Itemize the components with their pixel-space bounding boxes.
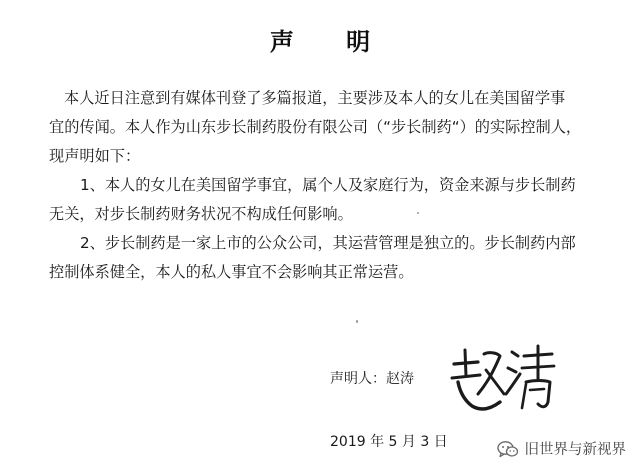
- scan-speck: [417, 212, 419, 214]
- declarant-label: 声明人：赵涛: [330, 371, 414, 387]
- paragraph-1-line-2: 宜的传闻。本人作为山东步长制药股份有限公司（“步长制药“）的实际控制人，: [49, 118, 582, 136]
- scan-speck: [356, 320, 358, 323]
- paragraph-1-line-1: 本人近日注意到有媒体刊登了多篇报道，主要涉及本人的女儿在美国留学事: [64, 89, 566, 107]
- watermark: [493, 436, 631, 461]
- paragraph-1-line-3: 现声明如下：: [49, 147, 141, 165]
- paragraph-3-line-1: 2、步长制药是一家上市的公众公司，其运营管理是独立的。步长制药内部: [80, 234, 576, 252]
- paragraph-3-line-2: 控制体系健全，本人的私人事宜不会影响其正常运营。: [49, 263, 414, 281]
- paragraph-2-line-2: 无关，对步长制药财务状况不构成任何影响。: [49, 205, 353, 223]
- document-date: 2019 年 5 月 3 日: [330, 434, 448, 450]
- watermark-text: 旧世界与新视界: [524, 442, 626, 458]
- document-title: 声 明: [269, 28, 393, 56]
- wechat-official-account-icon: [497, 440, 519, 458]
- handwritten-signature: [448, 342, 558, 414]
- paragraph-2-line-1: 1、本人的女儿在美国留学事宜，属个人及家庭行为，资金来源与步长制药: [80, 176, 576, 194]
